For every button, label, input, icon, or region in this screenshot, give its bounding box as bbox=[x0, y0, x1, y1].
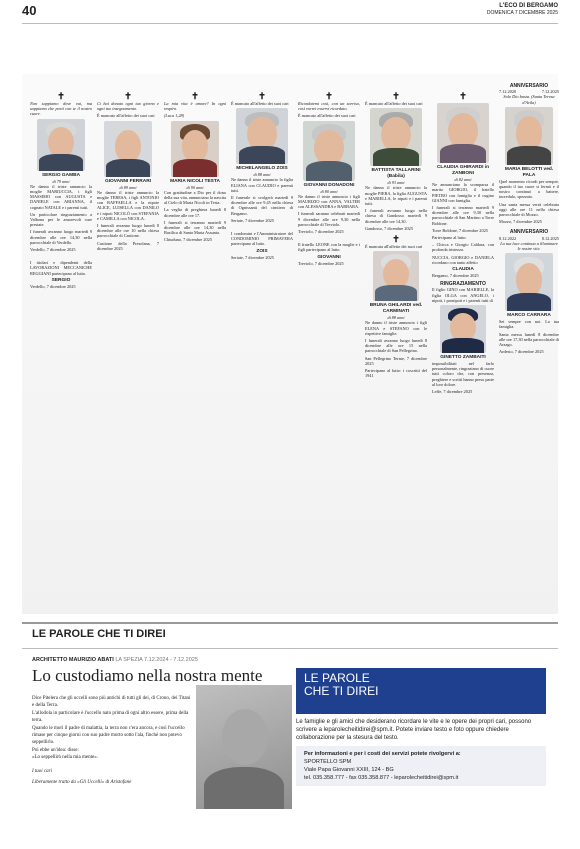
notice-text: Ne danno il triste annuncio la moglie PIERA, la figlia AUGUSTA e MARIELLA, le nipoti e i parenti tutti. bbox=[365, 185, 427, 207]
portrait-photo bbox=[236, 108, 288, 164]
notice-text: Ne danno il triste annuncio i figli ELENA e STEFANO con le rispettive famiglie. bbox=[365, 320, 427, 336]
date-end: 7.12.2025 bbox=[541, 89, 559, 95]
intro-text: È mancato all'affetto dei suoi cari bbox=[97, 113, 155, 119]
deceased-age: di 82 anni bbox=[454, 177, 472, 182]
notice-place: Seriate, 7 dicembre 2025 bbox=[231, 254, 274, 260]
intro-text: È mancato all'affetto dei suoi cari bbox=[231, 101, 289, 106]
contact-address: Viale Papa Giovanni XXIII, 124 - BG bbox=[304, 767, 394, 773]
date-end: 8.12.2025 bbox=[541, 235, 559, 241]
article-paragraph: L'allodola in particolare è l'uccello nato prima di ogni altro essere, prima della terra. bbox=[32, 710, 189, 724]
notice-text: NUCCIA, GIORGIO e DANIELA ricordano con tanto affetto bbox=[432, 254, 494, 265]
notice-text: Ne danno il triste annuncio i figli MAURIZIO con ANNA, VALTER con ALESSANDRA e BARBARA. bbox=[298, 193, 360, 210]
portrait-photo bbox=[437, 103, 489, 163]
date-start: 8.12.2022 bbox=[499, 235, 517, 241]
portrait-photo bbox=[505, 253, 553, 311]
intro-text: È mancata all'affetto dei suoi cari bbox=[365, 244, 423, 250]
article-byline bbox=[32, 657, 198, 663]
notice-text: Con gratitudine a Dio per il dono della sua vita, annunciano la nascita al Cielo di Maria Nicoli in Testa. bbox=[164, 189, 226, 206]
verse: (Luca 1,28) bbox=[164, 113, 185, 119]
notice-text: impossibilitati nel farlo personalmente, ringraziano di cuore tutti coloro che, con presenza, preghiere e scritti hanno preso parte al loro dolore. bbox=[432, 361, 494, 387]
article-title: Lo custodiamo nella nostra mente bbox=[32, 666, 263, 685]
notice-text: – Chicca e Giorgio Caldara, con profonda tristezza. bbox=[432, 242, 494, 253]
notice-text: I funerali avranno luogo nella chiesa di Gandosso martedì 9 dicembre alle ore 14,30. bbox=[365, 208, 427, 224]
date-start: 7.12.2020 bbox=[499, 89, 517, 95]
notice-text: Il funerale si svolgerà martedì 9 dicembre alle ore 9,45 nella chiesa di Ognissanti del cimitero di Bergamo. bbox=[231, 195, 293, 216]
deceased-name: MARCO CARRARA bbox=[507, 313, 551, 319]
contact-phone: tel. 035.358.777 - fax 035.358.877 - leparolecheitidirei@spm.it bbox=[304, 775, 459, 781]
section-title: LE PAROLE CHE TI DIREI bbox=[32, 628, 166, 640]
intro-text: È mancato all'affetto dei suoi cari bbox=[365, 101, 423, 106]
banner-line: CHE TI DIREI bbox=[304, 684, 379, 698]
notice-place: Leffe, 7 dicembre 2025 bbox=[432, 389, 473, 395]
deceased-name: BRUNA GHILARDI ved. CARMINATI bbox=[369, 303, 423, 315]
deceased-name: GIOVANNI DONADONI bbox=[303, 182, 355, 188]
notice-place: Verdello, 7 dicembre 2025 bbox=[30, 283, 76, 289]
info-box bbox=[296, 668, 546, 813]
deceased-age: di 79 anni bbox=[52, 178, 70, 184]
deceased-age: di 93 anni bbox=[387, 180, 405, 186]
deceased-name: GINETTO ZAMBAITI bbox=[440, 355, 486, 361]
notice-text: Ne danno il triste annuncio la figlia ELIANA con CLAUDIO e parenti tutti. bbox=[231, 177, 293, 193]
portrait-photo bbox=[37, 119, 85, 171]
notice-text: Sei sempre con noi. La tua famiglia. bbox=[499, 319, 559, 330]
notice-place: Seriate, 7 dicembre 2025 bbox=[231, 217, 274, 223]
article-portrait-photo bbox=[196, 685, 292, 809]
cross-icon: ✝ bbox=[191, 91, 199, 101]
header-rule bbox=[22, 23, 558, 24]
notice-text: Quel momento ricordi per sempre, quando il tuo cuore si fermò e il nostro continuò a battere, incredulo, spezzato. bbox=[499, 178, 559, 200]
notice-text: I funerali avranno luogo lunedì 8 dicembre alle ore 15 nella parrocchiale di San Pellegrino. bbox=[365, 338, 427, 354]
deceased-age: di 89 anni bbox=[119, 184, 137, 190]
notice-place: Torre Boldone, 7 dicembre 2025 bbox=[432, 227, 488, 233]
article-paragraph: «Lo seppellirò nella mia mente». bbox=[32, 755, 98, 761]
quote: Solo Dio basta. (Santa Teresa d'Avila) bbox=[503, 94, 555, 105]
deceased-age: di 90 anni bbox=[186, 184, 204, 190]
issue-date: DOMENICA 7 DICEMBRE 2025 bbox=[486, 10, 558, 16]
cross-icon: ✝ bbox=[258, 91, 266, 101]
deceased-age: di 88 anni bbox=[387, 315, 405, 321]
section-rule bbox=[22, 622, 558, 624]
deceased-name: BATTISTA TALLARINI (Babila) bbox=[371, 168, 421, 180]
portrait-photo bbox=[303, 121, 355, 181]
notice-place: Gandosso, 7 dicembre 2025 bbox=[365, 225, 413, 231]
notice-text: Il figlio GINO con MARIELLE, la figlia OLGA con ANGELO, i nipoti, i pronipoti e i parenti tutti di bbox=[432, 287, 494, 303]
cross-icon: ✝ bbox=[124, 91, 132, 101]
cross-icon: ✝ bbox=[325, 91, 333, 101]
notice-place: Mozzo, 7 dicembre 2025 bbox=[499, 219, 542, 225]
info-text: Le famiglie e gli amici che desiderano ricordare le vite e le opere dei propri cari, possono scrivere a leparolecheitidirei@spm.it. Potete inviare testo e foto oppure chiedere collaborazione per la stesura del testo. bbox=[296, 719, 532, 741]
signature: SERGIO bbox=[51, 277, 71, 283]
portrait-photo bbox=[373, 251, 419, 301]
section-rule bbox=[22, 648, 558, 649]
notice-place: Chiuduno, 7 dicembre 2025 bbox=[164, 237, 212, 243]
article-body bbox=[32, 695, 192, 786]
quote: La tua luce continua a illuminare le nostre vite. bbox=[500, 240, 558, 252]
notice-text: La veglia di preghiera lunedì 8 dicembre alle ore 17. bbox=[164, 207, 226, 218]
notice-giovanni-ferrari bbox=[97, 92, 159, 253]
notice-text: Una santa messa verrà celebrata oggi alle ore 11 nella chiesa parrocchiale di Mozzo. bbox=[499, 201, 559, 218]
notice-place: Ardesio, 7 dicembre 2025 bbox=[499, 349, 544, 355]
deceased-age: di 80 anni bbox=[320, 188, 338, 194]
notice-text: I funerali si terranno martedì 9 dicembre alle ore 9,30 nella parrocchiale di San Martino a Torre Boldone. bbox=[432, 205, 494, 226]
notice-text: I funerali si terranno martedì 9 dicembre alle ore 14,30 nella Basilica di Santa Maria Assunta. bbox=[164, 219, 226, 236]
banner-line: LE PAROLE bbox=[304, 671, 370, 685]
ringraziamento-title: RINGRAZIAMENTO bbox=[440, 281, 486, 288]
portrait-photo bbox=[171, 121, 219, 177]
intro-text: È mancato all'affetto dei suoi cari bbox=[298, 113, 356, 119]
notice-text: I funerali avranno luogo lunedì 8 dicembre alle ore 10 nella chiesa parrocchiale di Castione. bbox=[97, 223, 159, 239]
brand-name: L'ECO DI BERGAMO bbox=[499, 3, 558, 9]
poem: Ci hai donato ogni tuo giorno e ogni tuo insegnamento. bbox=[97, 101, 159, 112]
article-source: Liberamente tratto da «Gli Uccelli» di Aristofane bbox=[32, 780, 132, 786]
notice-place: Treviolo, 7 dicembre 2025 bbox=[298, 229, 344, 235]
notice-place: Bergamo, 7 dicembre 2025 bbox=[432, 273, 479, 279]
cross-icon: ✝ bbox=[459, 91, 467, 101]
signature: ZOIS bbox=[256, 248, 268, 254]
notice-text: I funerali saranno celebrati martedì 9 dicembre alle ore 9,30 nella parrocchiale di Treviolo. bbox=[298, 211, 360, 227]
cross-icon: ✝ bbox=[392, 234, 400, 245]
page-header bbox=[0, 0, 580, 24]
notice-text: Ne danno il triste annuncio la moglie MARIUCCIA, i figli MASSIMO con AUGUSTA e DANIELE con ARIANNA, il cognato NATALE e i parenti tutti. bbox=[30, 183, 92, 210]
article-place-date: LA SPEZIA 7.12.2024 - 7.12.2025 bbox=[115, 657, 198, 663]
notice-giovanni-donadoni bbox=[298, 92, 360, 268]
notice-place: Castione della Presolana, 7 dicembre 2025 bbox=[97, 240, 159, 251]
contact-name: SPORTELLO SPM bbox=[304, 759, 352, 765]
notice-maria-nicoli-testa bbox=[164, 92, 226, 245]
notice-sergio-gamba bbox=[30, 92, 92, 291]
cross-icon: ✝ bbox=[392, 91, 400, 101]
notice-column-7 bbox=[432, 92, 494, 396]
info-banner bbox=[296, 668, 546, 714]
portrait-photo bbox=[505, 107, 553, 165]
notice-text: Un particolare ringraziamento a Valbona per le amorevoli cure prestate. bbox=[30, 211, 92, 228]
notice-text: Partecipano al lutto: bbox=[432, 235, 467, 241]
notice-column-8 bbox=[499, 84, 559, 356]
notice-text: Ne annunciano la scomparsa il marito GIORGIO, il fratello PIETRO con famiglia e il cugino GIANNI con famiglia. bbox=[432, 182, 494, 203]
poem: Ricordatemi così, con un sorriso, così vorrei esservi ricordato. bbox=[298, 101, 360, 112]
masthead bbox=[487, 3, 558, 17]
article-paragraph: Poi ebbe un'idea: disse: bbox=[32, 747, 79, 753]
notice-text: Partecipano al lutto: i coscritti del 1941 bbox=[365, 368, 427, 379]
signature: CLAUDIA bbox=[452, 267, 474, 273]
article-paragraph: Quando le morì il padre di malattia, la terra non c'era ancora, e così l'uccello rimase per cinque giorni con suo padre morto sotto l'ala, finché non potevo seppellirlo. bbox=[32, 725, 185, 746]
notice-text: I funerali avranno luogo martedì 9 dicembre alle ore 14,30 nella parrocchiale di Verdello. bbox=[30, 229, 92, 245]
notice-text: Ne danno il triste annuncio la moglie TERESA, i figli ANTONIO con RAFFAELLA e la nipote ALICE, LUISELLA con DANILO e i nipoti NICOLÒ con STEFANIA e CAMILLA con NICOLA. bbox=[97, 189, 159, 221]
signature: GIOVANNI bbox=[317, 254, 341, 260]
notice-text: Santa messa lunedì 8 dicembre alle ore 17,30 nella parrocchiale di Arzago. bbox=[499, 331, 559, 348]
notice-place: Treviolo, 7 dicembre 2025 bbox=[298, 260, 344, 266]
cross-icon: ✝ bbox=[57, 91, 65, 101]
notice-text: I titolari e dipendenti della LAVORAZIONI MECCANICHE REGGIANI partecipano al lutto. bbox=[30, 260, 92, 276]
anniversary-title: ANNIVERSARIO bbox=[509, 83, 549, 89]
poem: La mia vita è amore? In ogni respiro. bbox=[164, 101, 226, 112]
article-paragraph: Dice Pitelera che gli uccelli sono più antichi di tutti gli dei, di Crono, dei Titani e della Terra. bbox=[32, 696, 191, 709]
notice-text: I condomini e l'Amministratore del CONDOMINIO PRIMAVERA partecipano al lutto. bbox=[231, 231, 293, 247]
anniversary-title: ANNIVERSARIO bbox=[509, 229, 549, 236]
page-number: 40 bbox=[22, 3, 37, 18]
poem: Non sappiamo dove vai, ma sappiamo che porti con te il nostro cuore. bbox=[30, 101, 92, 117]
portrait-photo bbox=[104, 121, 152, 177]
deceased-name: MARIA NICOLI TESTA bbox=[170, 178, 220, 184]
portrait-photo bbox=[370, 108, 422, 166]
notice-text: Il fratello LEONE con la moglie e i figli partecipano al lutto. bbox=[298, 242, 360, 253]
deceased-name: GIOVANNI FERRARI bbox=[104, 178, 151, 184]
contact-title: Per informazioni e per i costi dei servizi potete rivolgervi a: bbox=[304, 751, 461, 757]
deceased-name: MICHELANGELO ZOIS bbox=[236, 166, 288, 172]
notice-place: San Pellegrino Terme, 7 dicembre 2025 bbox=[365, 355, 427, 366]
notice-place: Verdello, 7 dicembre 2025 bbox=[30, 247, 76, 253]
notice-column-6 bbox=[365, 92, 427, 380]
contact-panel bbox=[296, 746, 546, 786]
deceased-age: di 88 anni bbox=[253, 172, 271, 178]
notice-michelangelo-zois bbox=[231, 92, 293, 262]
deceased-name: CLAUDIA GHIRARDI in ZANBONI bbox=[436, 165, 490, 176]
article-signature: I tuoi cari bbox=[32, 768, 52, 774]
deceased-name: SERGIO GAMBA bbox=[41, 172, 81, 178]
article-author: ARCHITETTO MAURIZIO ABATI bbox=[32, 657, 114, 663]
portrait-photo bbox=[440, 305, 486, 353]
deceased-name: MARIA BELOTTI ved. PALA bbox=[504, 166, 554, 178]
